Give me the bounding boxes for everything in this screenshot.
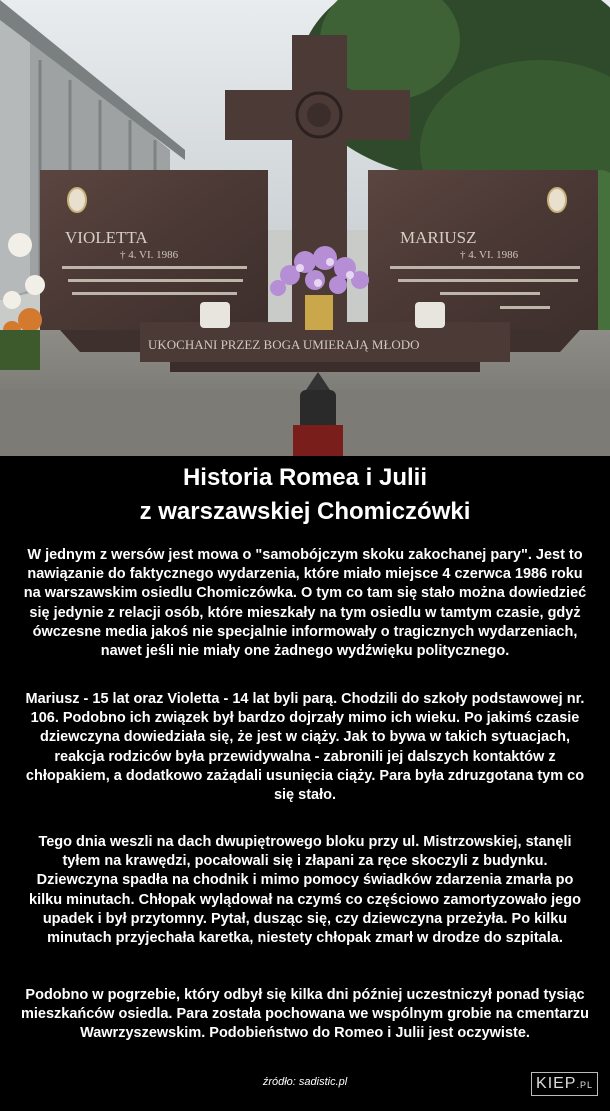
kiep-logo	[531, 1072, 598, 1096]
kiep-logo-suffix: .PL	[576, 1080, 593, 1090]
engraving-left-dates: † 4. VI. 1986	[120, 249, 179, 261]
kiep-logo-main: KIEP	[536, 1075, 577, 1092]
engraving-right-name: MARIUSZ	[400, 228, 477, 247]
grave-photo-illustration	[0, 0, 610, 456]
story-panel	[0, 456, 610, 1111]
title-line-1: Historia Romea i Julii	[182, 464, 428, 491]
source-credit: źródło: sadistic.pl	[262, 1076, 348, 1088]
grave-photo	[0, 0, 610, 456]
paragraph-2: Mariusz - 15 lat oraz Violetta - 14 lat byli parą. Chodzili do szkoły podstawowej nr. 106. Podobno ich związek był bardzo dojrzały mimo ich wieku. Po jakimś czasie dziewczyna dowiedziała się, że jest w ciąży. Jak to bywa w takich sytuacjach, reakcja rodziców była przewidywalna - zabronili jej dalszych kontaktów z chłopakiem, a dodatkowo zażądali usunięcia ciąży. Para była zdruzgotana tym co się stało.	[25, 691, 585, 804]
engraving-base: UKOCHANI PRZEZ BOGA UMIERAJĄ MŁODO	[148, 337, 420, 352]
paragraph-4: Podobno w pogrzebie, który odbył się kilka dni później uczestniczył ponad tysiąc mieszkańców osiedla. Para została pochowana we wspólnym grobie na cmentarzu Wawrzyszewskim. Podobieństwo do Romeo i Julii jest oczywiste.	[20, 987, 590, 1042]
title-line-2: z warszawskiej Chomiczówki	[139, 498, 471, 525]
paragraph-1: W jednym z wersów jest mowa o "samobójczym skoku zakochanej pary". Jest to nawiązanie do faktycznego wydarzenia, które miało miejsce 4 czerwca 1986 roku na warszawskim osiedlu Chomiczówka. O tym co tam się stało można dowiedzieć się jedynie z relacji osób, które mieszkały na tym osiedlu w tamtym czasie, gdyż ówczesne media jakoś nie specjalnie informowały o tragicznych wydarzeniach, nawet jeśli nie miały one żadnego wydźwięku politycznego.	[23, 547, 587, 660]
engraving-right-dates: † 4. VI. 1986	[460, 249, 519, 261]
engraving-left-name: VIOLETTA	[65, 228, 148, 247]
paragraph-3: Tego dnia weszli na dach dwupiętrowego bloku przy ul. Mistrzowskiej, stanęli tyłem na krawędzi, pocałowali się i złapani za ręce skoczyli z budynku. Dziewczyna spadła na chodnik i mimo pomocy świadków zdarzenia zmarła po kilku minutach. Chłopak wylądował na czymś co częściowo zamortyzowało jego upadek i był przytomny. Pytał, dusząc się, czy dziewczyna przeżyła. Po kilku minutach przyjechała karetka, niestety chłopak zmarł w drodze do szpitala.	[29, 834, 581, 947]
